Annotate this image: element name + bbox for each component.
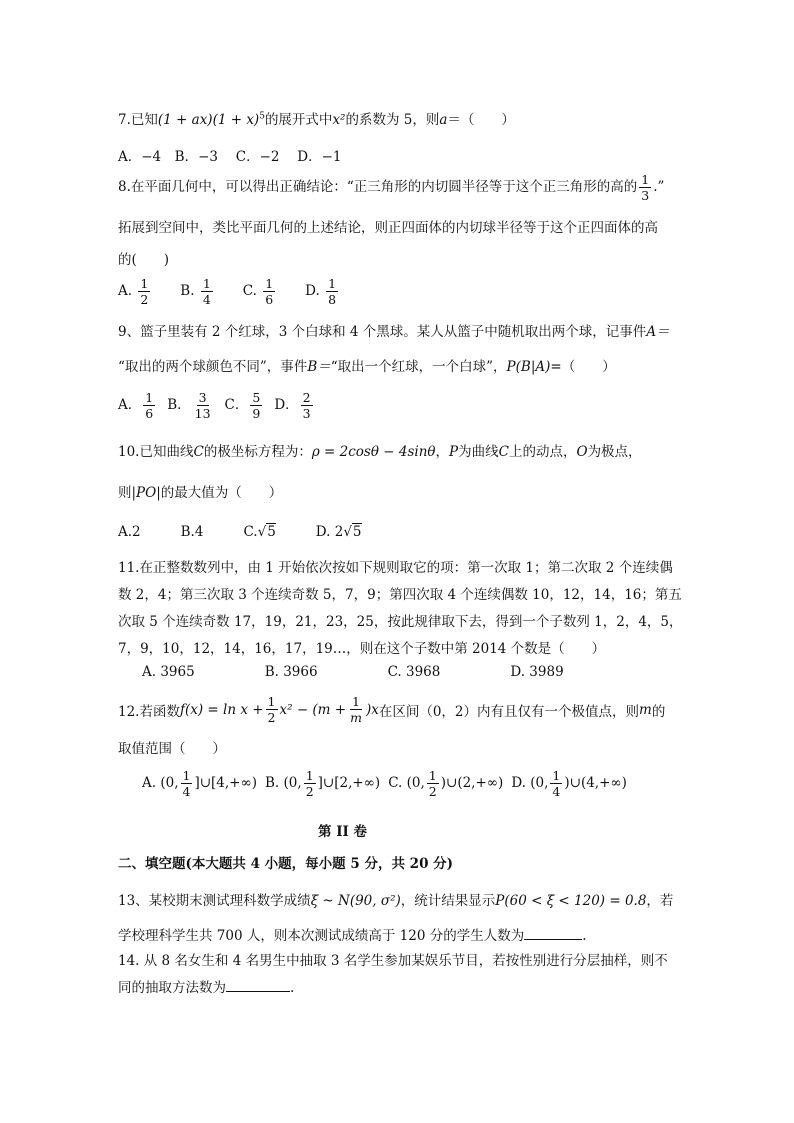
option-a: A． $\frac{1}{6}$ (118, 390, 154, 421)
question-11-line2: 数 2，4；第三次取 3 个连续奇数 5，7，9；第四次取 4 个连续偶数 10，12，14，16；第五 (118, 587, 682, 603)
option-b: B.4 (180, 524, 204, 540)
question-8-options (118, 276, 340, 307)
question-14-line1: 14. 从 8 名女生和 4 名男生中抽取 3 名学生参加某娱乐节目，若按性别进行分层抽样，则不 (118, 953, 668, 969)
question-11-line3: 次取 5 个连续奇数 17，19，21，23，25，按此规律取下去，得到一个子数列 1，2，4，5， (118, 614, 683, 630)
question-12-line1: 12.若函数 f(x) = ln x + $\frac{1}{2}$ x² − (m + $\frac{1}{m}$ )x 在区间（0，2）内有且仅有一个极值点，则 m 的 (118, 694, 666, 725)
option-c: C. $\frac{1}{6}$ (242, 276, 274, 307)
question-13-line2: 学校理科学生共 700 人，则本次测试成绩高于 120 分的学生人数为 . (118, 924, 587, 944)
question-9-line1: 9、篮子里装有 2 个红球，3 个白球和 4 个黑球。某人从篮子中随机取出两个球，记事件A＝ (118, 324, 670, 340)
question-8-line1: 8.在平面几何中，可以得出正确结论：“正三角形的内切圆半径等于这个正三角形的高的 $\frac{1}{3}$ .” (118, 172, 665, 203)
option-d: D. 3989 (510, 664, 564, 680)
fraction: $\frac{1}{3}$ (641, 172, 650, 203)
question-11-line1: 11.在正整数数列中，由 1 开始依次按如下规则取它的项：第一次取 1；第二次取 2 个连续偶 (118, 560, 673, 576)
question-7-stem: 7.已知$(1 + ax)(1 + x)^5$的展开式中x²的系数为 5，则a＝（ ） (118, 111, 515, 128)
question-11-line4: 7，9，10，12，14，16，17，19…，则在这个子数中第 2014 个数是（ ） (118, 641, 606, 657)
question-8-line3: 的( ) (118, 252, 170, 268)
option-c: C． $\frac{5}{9}$ (224, 390, 261, 421)
section-heading: 二、填空题(本大题共 4 小题，每小题 5 分，共 20 分) (118, 856, 454, 872)
option-d: D． $\frac{2}{3}$ (274, 390, 311, 421)
option-a: A. $\frac{1}{2}$ (118, 276, 149, 307)
option-c: C. 3968 (387, 664, 441, 680)
option-b: B． $\frac{3}{13}$ (167, 390, 211, 421)
answer-blank[interactable] (524, 925, 582, 940)
option-d: D. (0, $\frac{1}{4}$ )∪(4,+∞) (511, 768, 627, 799)
question-13-line1: 13、某校期末测试理科数学成绩ξ ~ N(90, σ²)，统计结果显示P(60 < ξ < 120) = 0.8，若 (118, 893, 674, 909)
answer-blank[interactable] (226, 977, 290, 992)
question-9-line2: “取出的两个球颜色不同”，事件B＝“取出一个红球，一个白球”，P(B|A)=（ ） (118, 359, 616, 375)
option-c: C. (0, $\frac{1}{2}$ )∪(2,+∞) (388, 768, 504, 799)
question-12-line2: 取值范围（ ） (118, 741, 226, 757)
option-b: B. 3966 (264, 664, 318, 680)
option-b: B. $\frac{1}{4}$ (180, 276, 211, 307)
question-10-options (118, 524, 362, 540)
question-7-options: A．−4 B．−3 C．−2 D．−1 (118, 149, 342, 165)
option-d: D. $\frac{1}{8}$ (305, 276, 337, 307)
option-b: B. (0, $\frac{1}{2}$ ]∪[2,+∞) (265, 768, 381, 799)
question-12-options (142, 768, 627, 799)
option-a: A. (0, $\frac{1}{4}$ ]∪[4,+∞) (142, 768, 258, 799)
question-14-line2: 同的抽取方法数为 . (118, 976, 294, 996)
question-9-options (118, 390, 315, 421)
option-d: D. 2√5 (315, 524, 362, 540)
question-10-line2: 则|PO|的最大值为（ ） (118, 485, 283, 501)
section-title: 第 II 卷 (318, 824, 368, 840)
question-10-line1: 10.已知曲线C的极坐标方程为：ρ = 2cosθ − 4sinθ，P为曲线C上的动点，O为极点， (118, 444, 642, 460)
option-a: A. 3965 (142, 664, 195, 680)
option-a: A.2 (118, 524, 141, 540)
question-11-options (142, 664, 564, 680)
question-8-line2: 拓展到空间中，类比平面几何的上述结论，则正四面体的内切球半径等于这个正四面体的高 (118, 220, 658, 236)
option-c: C.√5 (243, 524, 276, 540)
